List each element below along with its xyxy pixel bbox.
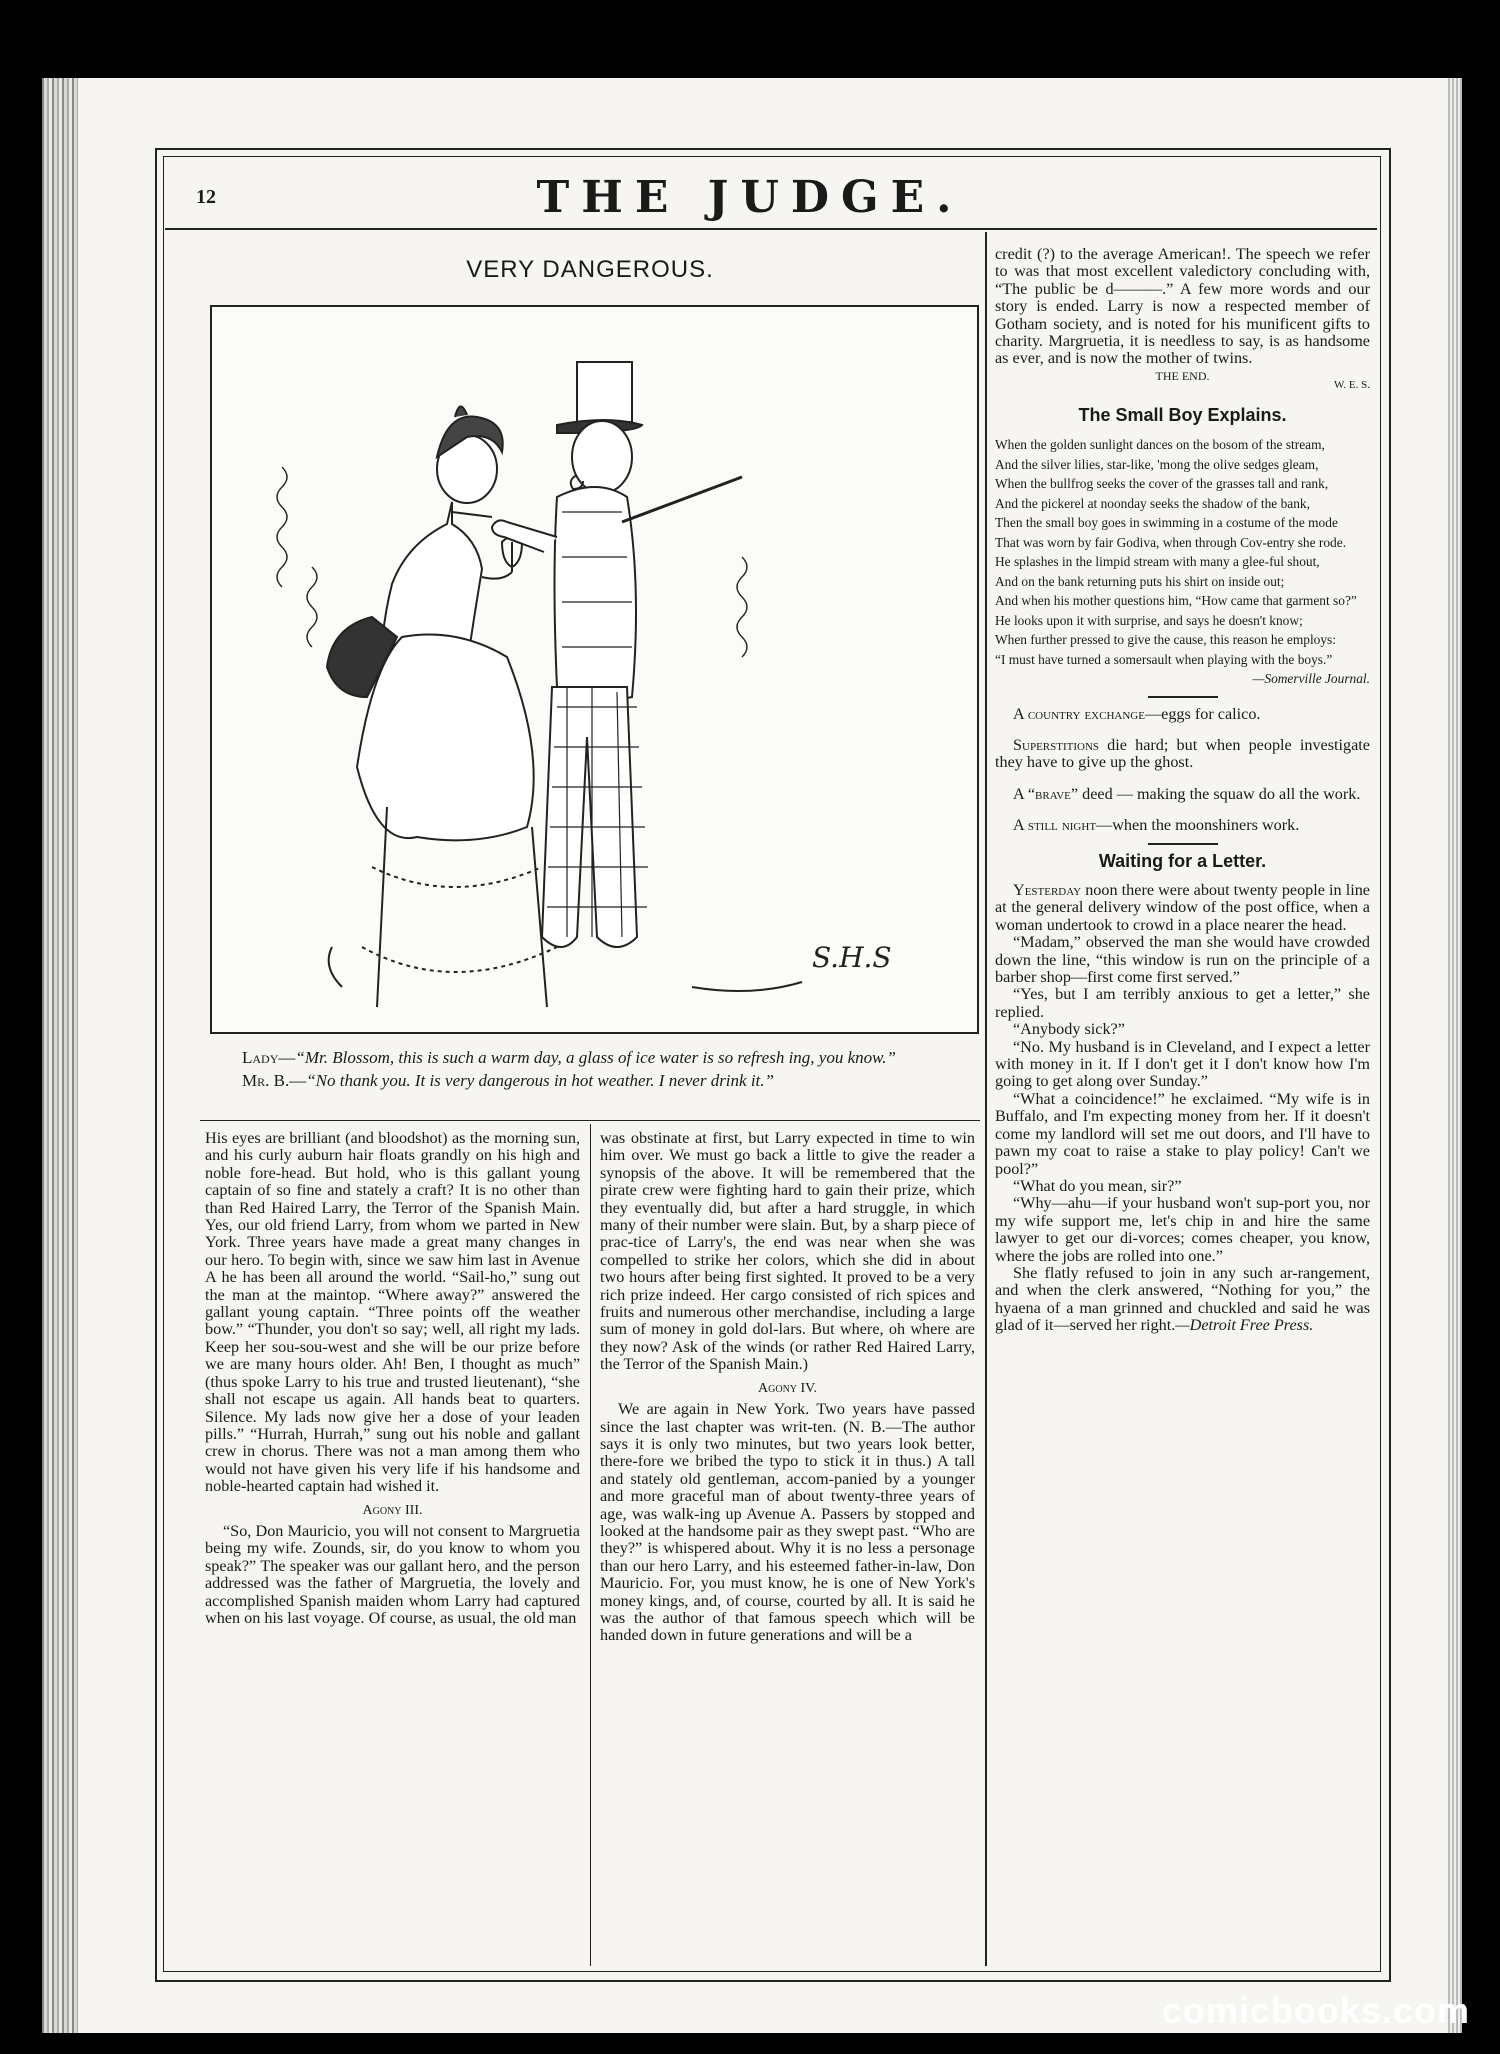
story-column-2 [600, 1130, 975, 1645]
agony-iii-heading: Agony III. [362, 1502, 423, 1518]
caption-mr-line: Mr. B.—“No thank you. It is very dangerous in hot weather. I never drink it.” [242, 1071, 774, 1090]
poem-line: And when his mother questions him, “How came that garment so?” [995, 593, 1357, 609]
section-rule [1148, 696, 1218, 698]
poem-line: Then the small boy goes in swimming in a costume of the mode [995, 515, 1338, 531]
caption-mr-text: “No thank you. It is very dangerous in hot weather. I never drink it.” [306, 1071, 774, 1090]
right-column [995, 246, 1370, 1335]
caption-mr-speaker: Mr. B. [242, 1071, 290, 1090]
poem-line: That was worn by fair Godiva, when through Cov-entry she rode. [995, 534, 1347, 550]
letter-p9-text: She flatly refused to join in any such ar-rangement, and when the clerk answered, “Nothing for you,” the hyaena of a man grinned and chuckled and said he was glad of it—served her right. [995, 1263, 1370, 1335]
letter-paragraph-1 [995, 882, 1370, 934]
poem-line: He splashes in the limpid stream with many a glee-ful shout, [995, 554, 1320, 570]
letter-source: —Detroit Free Press. [1175, 1316, 1314, 1335]
cartoon-drawing [212, 307, 977, 1032]
poem-line: He looks upon it with surprise, and says he doesn't know; [995, 612, 1303, 628]
poem-title: The Small Boy Explains. [1078, 404, 1287, 425]
squib-4-lead: A still night [1013, 816, 1097, 835]
letter-paragraph-3: “Yes, but I am terribly anxious to get a letter,” she replied. [995, 985, 1370, 1021]
poem-source: —Somerville Journal. [1252, 671, 1370, 687]
story-initials: W. E. S. [1334, 379, 1370, 392]
letter-paragraph-7: “What do you mean, sir?” [1013, 1176, 1182, 1195]
story-column-1 [205, 1130, 580, 1627]
squib-4 [995, 817, 1370, 834]
caption-lady-text: “Mr. Blossom, this is such a warm day, a glass of ice water is so refresh ing, you know.” [295, 1048, 896, 1067]
squib-1-text: —eggs for calico. [1144, 704, 1261, 723]
the-end-label: THE END. [1155, 368, 1210, 383]
squib-3 [995, 786, 1370, 803]
cartoon-illustration [210, 305, 979, 1034]
letter-paragraph-5: “No. My husband is in Cleveland, and I expect a letter with money in it. If I don't get it I don't know how I'm going to get along over Sunday.” [995, 1037, 1370, 1091]
letter-paragraph-9 [995, 1265, 1370, 1335]
masthead-rule [165, 228, 1377, 230]
poem-line: When the bullfrog seeks the cover of the grasses tall and rank, [995, 476, 1329, 492]
poem-line: When further pressed to give the cause, this reason he employs: [995, 632, 1336, 648]
cartoon-title: VERY DANGEROUS. [466, 256, 714, 283]
book-binding [42, 78, 78, 2033]
squib-3-lead: A “brave” [1013, 784, 1079, 803]
column-rule-middle [590, 1124, 591, 1966]
poem-line: And the silver lilies, star-like, 'mong the olive sedges gleam, [995, 456, 1319, 472]
poem-line: And on the bank returning puts his shirt on inside out; [995, 573, 1285, 589]
poem-line: And the pickerel at noonday seeks the shadow of the bank, [995, 495, 1310, 511]
story-col1-paragraph-1: His eyes are brilliant (and bloodshot) as the morning sun, and his curly auburn hair floats grandly on his high and noble fore-head. But hold, who is this gallant young captain of so fine and stately a craft? It is no other than than Red Haired Larry, the Terror of the Spanish Main. Yes, our old friend Larry, from whom we parted in New York. Three years have made a great many changes in our hero. To begin with, since we saw him last in Avenue A he has been all around the world. “Sail-ho,” sung out the man at the maintop. “Where away?” answered the gallant young captain. “Three points off the weather bow.” “Thunder, you don't so say; well, all right my lads. Keep her sou-sou-west and she will be our prize before we are many hours older. Ah! Ben, I thought as much” (thus spoke Larry to his true and trusted lieutenant), “she shall not escape us again. All hands beat to quarters. Silence. My lads now give her a dose of your leaden pills.” “Hurrah, Hurrah,” sung out his noble and gallant crew in chorus. There was not a man among them who would not have given his very life if his handsome and noble-hearted captain had wished it. [205, 1129, 580, 1496]
letter-lead: Yesterday [1013, 881, 1082, 899]
poem-body [995, 436, 1370, 688]
story-col2-paragraph-2: We are again in New York. Two years have passed since the last chapter was writ-ten. (N. B.—The author says it is only two minutes, but two years look better, there-fore we bribed the typo to stick it in thus.) A tall and stately old gentleman, accom-panied by a younger and more graceful man of about twenty-three years of age, was walk-ing up Avenue A. Passers by stopped and looked at the handsome pair as they swept past. “Who are they?” is whispered about. Why it is no less a personage than our hero Larry, and his esteemed father-in-law, Don Mauricio. For, you must know, he is one of New York's money kings, and, of course, courted by all. It is said he was the author of that famous speech which will be handed down in future generations and will be a [600, 1400, 975, 1645]
story-col3-paragraph: credit (?) to the average American!. The speech we refer to was that most excellent valedictory concluding with, “The public be d———.” A few more words and our story is ended. Larry is now a respected member of Gotham society, and is noted for his munificent gifts to charity. Margruetia, it is needless to say, is as handsome as ever, and is now the mother of twins. [995, 245, 1370, 368]
site-watermark: comicbooks.com [1161, 1990, 1470, 2031]
caption-lady-speaker: Lady [242, 1048, 279, 1067]
poem-line: “I must have turned a somersault when playing with the boys.” [995, 651, 1333, 667]
letter-paragraph-6: “What a coincidence!” he exclaimed. “My wife is in Buffalo, and I'm expecting money from her. If it doesn't come my landlord will set me out doors, and I'll have to pawn my coat to raise a stake to play policy! Can't we pool?” [995, 1089, 1370, 1178]
masthead: THE JUDGE. [536, 172, 964, 223]
letter-paragraph-8: “Why—ahu—if your husband won't sup-port you, nor my wife support me, let's chip in and hire the same lawyer to get our di-vorces; comes cheaper, you know, where the jobs are rolled into one.” [995, 1194, 1370, 1265]
letter-p1-text: noon there were about twenty people in line at the general delivery window of the post office, when a woman undertook to crowd in a place nearer the head. [995, 881, 1370, 934]
story-col2-paragraph-1: was obstinate at first, but Larry expected in time to win him over. We must go back a little to give the reader a synopsis of the above. It will be remembered that the pirate crew were fighting hard to gain their prize, which they eventually did, but after a hard struggle, in which many of their number were slain. But, by a sharp piece of prac-tice of Larry's, the end was near when she was compelled to strike her colors, which she did in about two hours after being first sighted. It proved to be a very rich prize indeed. Her cargo consisted of rich spices and fruits and numerous other merchandise, including a large sum of money in gold dol-lars. But where, oh where are they now? Ask of the winds (or rather Red Haired Larry, the Terror of the Spanish Main.) [600, 1129, 975, 1374]
squib-2-text: die hard; but when people investigate they have to give up the ghost. [995, 735, 1370, 772]
squib-3-text: deed — making the squaw do all the work. [1078, 784, 1361, 803]
poem-line: When the golden sunlight dances on the bosom of the stream, [995, 437, 1325, 453]
squib-2-lead: Superstitions [1013, 735, 1100, 754]
squib-2 [995, 737, 1370, 772]
page-edge [1448, 78, 1462, 2033]
squib-4-text: —when the moonshiners work. [1096, 816, 1300, 835]
letter-paragraph-2: “Madam,” observed the man she would have crowded down the line, “this window is run on the principle of a barber shop—first come first served.” [995, 933, 1370, 987]
page-number: 12 [196, 186, 216, 208]
letter-title: Waiting for a Letter. [1098, 850, 1267, 871]
agony-iv-heading: Agony IV. [758, 1380, 817, 1396]
cartoon-caption [220, 1046, 980, 1092]
cartoon-signature: S.H.S [812, 941, 892, 974]
section-rule [1148, 843, 1218, 845]
caption-rule [200, 1120, 980, 1121]
story-col1-paragraph-2: “So, Don Mauricio, you will not consent to Margruetia being my wife. Zounds, sir, do you know to whom you speak?” The speaker was our gallant hero, and the person addressed was the father of Margruetia, the lovely and accomplished Spanish maiden whom Larry had captured when on his last voyage. Of course, as usual, the old man [205, 1521, 580, 1627]
caption-lady-line: Lady—“Mr. Blossom, this is such a warm day, a glass of ice water is so refresh ing, you know.” [242, 1048, 896, 1067]
letter-paragraph-4: “Anybody sick?” [1013, 1020, 1125, 1039]
squib-1 [995, 706, 1370, 723]
column-rule-right [985, 232, 987, 1966]
squib-1-lead: A country exchange [1013, 704, 1145, 723]
